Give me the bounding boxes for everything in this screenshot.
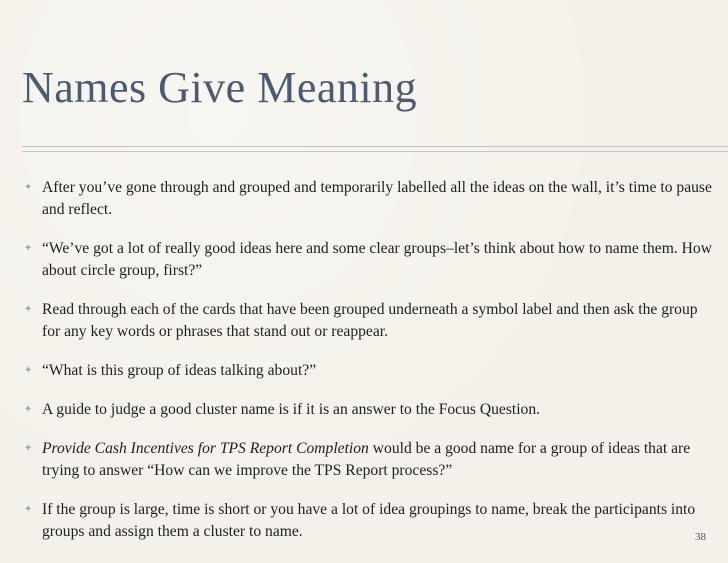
bullet-item: [22, 438, 712, 482]
bullet-item: [22, 177, 712, 221]
bullet-item: [22, 399, 712, 421]
four-point-star-icon: ✦: [24, 443, 33, 454]
bullet-text: would be a good name for a group of ideas that are trying to answer “How can we improve the TPS Report process?”: [42, 440, 691, 479]
bullet-item: [22, 238, 712, 282]
title-divider-bottom: [22, 151, 728, 152]
bullet-list: [22, 177, 712, 543]
page-number: 38: [695, 531, 706, 543]
bullet-text: If the group is large, time is short or you have a lot of idea groupings to name, break the participants into groups and assign them a cluster to name.: [42, 501, 696, 540]
bullet-item: [22, 299, 712, 343]
bullet-text: “What is this group of ideas talking about?”: [42, 362, 317, 379]
bullet-italic-text: Provide Cash Incentives for TPS Report Completion: [42, 440, 369, 457]
title-divider-top: [22, 146, 728, 147]
four-point-star-icon: ✦: [24, 504, 33, 515]
four-point-star-icon: ✦: [24, 304, 33, 315]
four-point-star-icon: ✦: [24, 404, 33, 415]
bullet-text: “We’ve got a lot of really good ideas here and some clear groups–let’s think about how to name them. How about circle group, first?”: [42, 240, 712, 279]
four-point-star-icon: ✦: [24, 182, 33, 193]
bullet-text: Read through each of the cards that have been grouped underneath a symbol label and then ask the group for any key words or phrases that stand out or reappear.: [42, 301, 698, 340]
slide-title: Names Give Meaning: [22, 63, 418, 112]
four-point-star-icon: ✦: [24, 243, 33, 254]
bullet-item: [22, 499, 712, 543]
four-point-star-icon: ✦: [24, 365, 33, 376]
bullet-item: [22, 360, 712, 382]
bullet-text: A guide to judge a good cluster name is if it is an answer to the Focus Question.: [42, 401, 541, 418]
bullet-text: After you’ve gone through and grouped and temporarily labelled all the ideas on the wall, it’s time to pause and reflect.: [42, 179, 712, 218]
